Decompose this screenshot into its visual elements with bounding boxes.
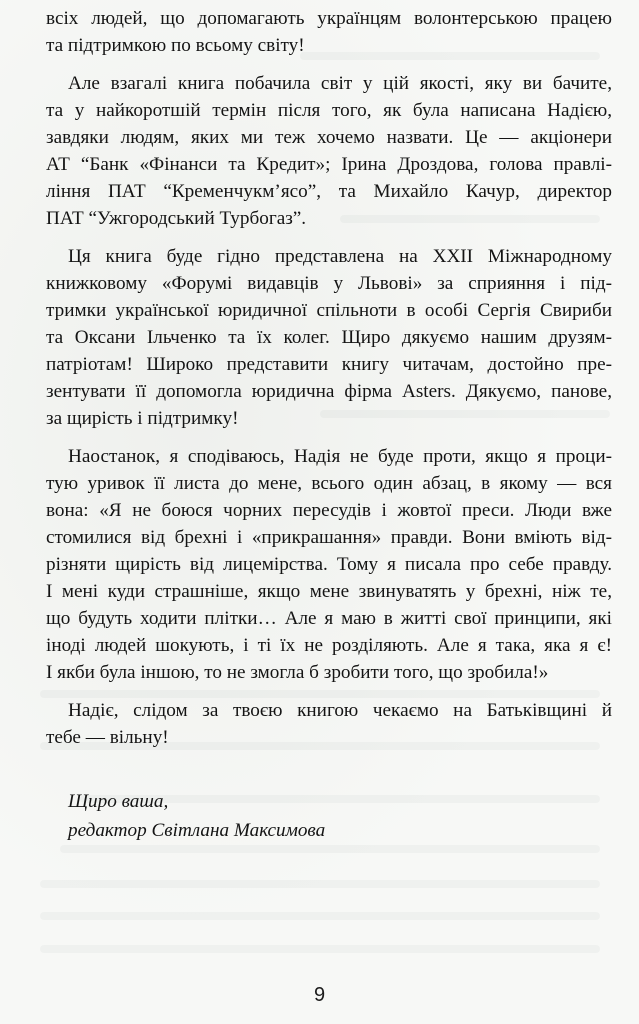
paragraph: [46, 443, 612, 686]
text-line: патріотам! Широко представити книгу читачам, достойно пре-: [46, 354, 612, 375]
page-number: 9: [313, 984, 326, 1006]
text-line: та у найкоротшій термін після того, як була написана Надією,: [46, 100, 612, 121]
text-line: стомилися від брехні і «прикрашання» правди. Вони вміють від-: [46, 527, 612, 548]
text-line: ління ПАТ “Кременчукм’ясо”, та Михайло Качур, директор: [46, 181, 612, 202]
text-line: тую уривок її листа до мене, всього один абзац, в якому — вся: [46, 473, 612, 494]
text-line: тримки української юридичної спільноти в особі Сергія Свириби: [46, 300, 612, 321]
text-line: Надіє, слідом за твоєю книгою чекаємо на Батьківщині й: [68, 700, 612, 721]
body-text: [46, 5, 612, 762]
text-line: завдяки людям, яких ми теж хочемо назвати. Це — акціонери: [46, 127, 612, 148]
signature-block: [68, 787, 608, 845]
text-line: зентувати її допомогла юридична фірма Asters. Дякуємо, панове,: [46, 381, 612, 402]
text-line: книжковому «Форумі видавців у Львові» за сприяння і під-: [46, 273, 612, 294]
text-line: вона: «Я не боюся чорних пересудів і жовтої преси. Люди вже: [46, 500, 612, 521]
text-line: тебе — вільну!: [46, 727, 169, 748]
text-line: І мені куди страшніше, якщо мене звинуватять у брехні, ніж те,: [46, 581, 612, 602]
text-line: Наостанок, я сподіваюсь, Надія не буде проти, якщо я проци-: [68, 446, 612, 467]
text-line: та підтримкою по всьому світу!: [46, 35, 305, 56]
paragraph: [46, 70, 612, 232]
text-line: всіх людей, що допомагають українцям волонтерською працею: [46, 8, 612, 29]
text-line: іноді людей шокують, і ті їх не розділяють. Але я така, яка я є!: [46, 635, 612, 656]
paragraph: [46, 697, 612, 751]
text-line: Ця книга буде гідно представлена на XXII Міжнародному: [68, 246, 612, 267]
signature-closing: Щиро ваша,: [68, 791, 169, 812]
paragraph: [46, 243, 612, 432]
text-line: різняти щирість від лицемірства. Тому я писала про себе правду.: [46, 554, 612, 575]
signature-author: редактор Світлана Максимова: [68, 820, 326, 841]
text-line: І якби була іншою, то не змогла б зробити того, що зробила!»: [46, 662, 549, 683]
text-line: АТ “Банк «Фінанси та Кредит»; Ірина Дроздова, голова правлі-: [46, 154, 612, 175]
text-line: ПАТ “Ужгородський Турбогаз”.: [46, 208, 307, 229]
paragraph: [46, 5, 612, 59]
text-line: Але взагалі книга побачила світ у цій якості, яку ви бачите,: [68, 73, 612, 94]
text-line: та Оксани Ільченко та їх колег. Щиро дякуємо нашим друзям-: [46, 327, 612, 348]
text-line: за щирість і підтримку!: [46, 408, 239, 429]
text-line: що будуть ходити плітки… Але я маю в житті свої принципи, які: [46, 608, 612, 629]
